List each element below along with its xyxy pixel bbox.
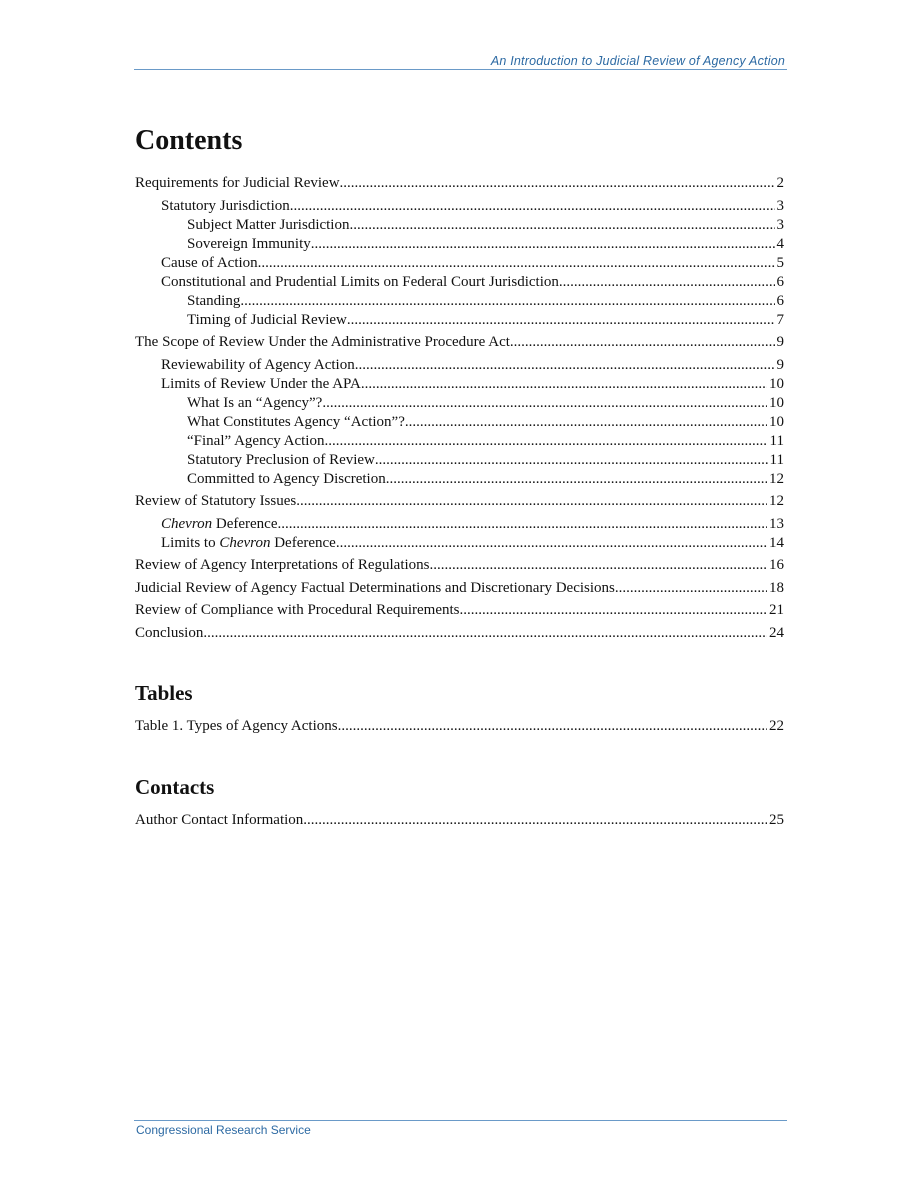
toc-entry-title: “Final” Agency Action [187,433,325,449]
toc-entry-title-rest: Deference [212,516,278,532]
toc-entry-title: Limits of Review Under the APA [161,376,361,392]
toc-entry-requirements[interactable] [135,174,784,193]
leader-dots [322,394,767,413]
toc-entry-title-rest: Deference [270,535,336,551]
toc-entry-standing[interactable] [135,292,784,311]
leader-dots [240,292,774,311]
leader-dots [386,470,767,489]
toc-entry-page: 12 [769,471,784,487]
toc-entry-factual-determinations[interactable] [135,579,784,598]
leader-dots [559,273,775,292]
toc-entry-page: 10 [769,395,784,411]
toc-entry-title [161,515,277,534]
toc-entry-table-1[interactable] [135,717,784,736]
toc-entry-title: Reviewability of Agency Action [161,357,355,373]
toc-entry-cause-of-action[interactable] [135,254,784,273]
toc-entry-page: 13 [769,516,784,532]
leader-dots [430,556,767,575]
toc-entry-page: 22 [769,718,784,734]
toc-entry-page: 11 [769,433,784,449]
toc-entry-limits-to-chevron[interactable] [135,534,784,553]
toc-entry-page: 9 [776,334,784,350]
toc-entry-final-agency-action[interactable] [135,432,784,451]
toc-entry-page: 6 [776,293,784,309]
toc-entry-title: Review of Statutory Issues [135,493,297,509]
toc-entry-page: 11 [769,452,784,468]
toc-entry-statutory-jurisdiction[interactable] [135,197,784,216]
toc-entry-title: Constitutional and Prudential Limits on Federal Court Jurisdiction [161,274,559,290]
toc-entry-procedural-requirements[interactable] [135,601,784,620]
toc-entry-title: Requirements for Judicial Review [135,175,340,191]
header-rule [134,69,787,70]
toc-entry-page: 24 [769,625,784,641]
footer-rule [134,1120,787,1121]
toc-entry-page: 21 [769,602,784,618]
toc-entry-what-is-agency[interactable] [135,394,784,413]
toc-entry-page: 4 [776,236,784,252]
toc-entry-title: Review of Compliance with Procedural Requirements [135,602,460,618]
leader-dots [324,432,767,451]
toc-entry-page: 7 [776,312,784,328]
toc-entry-title: Judicial Review of Agency Factual Determinations and Discretionary Decisions [135,580,615,596]
toc-entry-title: Statutory Jurisdiction [161,198,290,214]
toc-entry-page: 25 [769,812,784,828]
leader-dots [405,413,767,432]
toc-entry-title: Review of Agency Interpretations of Regulations [135,557,430,573]
toc-entry-subject-matter-jurisdiction[interactable] [135,216,784,235]
leader-dots [510,333,775,352]
toc-entry-page: 14 [769,535,784,551]
toc-entry-statutory-issues[interactable] [135,492,784,511]
leader-dots [258,254,775,273]
toc-entry-page: 5 [776,255,784,271]
toc-entry-page: 9 [776,357,784,373]
leader-dots [615,579,767,598]
toc-entry-page: 6 [776,274,784,290]
toc-entry-title: Subject Matter Jurisdiction [187,217,350,233]
toc-entry-regulations[interactable] [135,556,784,575]
leader-dots [303,811,767,830]
leader-dots [290,197,775,216]
toc-entry-statutory-preclusion[interactable] [135,451,784,470]
toc-entry-committed-discretion[interactable] [135,470,784,489]
leader-dots [296,492,767,511]
toc-entry-page: 16 [769,557,784,573]
toc-entry-page: 2 [776,175,784,191]
case-name: Chevron [161,516,213,532]
toc-entry-title: Timing of Judicial Review [187,312,347,328]
toc-entry-title: Sovereign Immunity [187,236,311,252]
contacts-heading: Contacts [135,775,215,799]
toc-entry-page: 18 [769,580,784,596]
leader-dots [311,235,775,254]
toc-entry-agency-action[interactable] [135,413,784,432]
toc-entry-title: Author Contact Information [135,812,304,828]
toc-entry-page: 12 [769,493,784,509]
toc-entry-author-contact[interactable] [135,811,784,830]
leader-dots [375,451,768,470]
case-name: Chevron [219,535,271,551]
leader-dots [340,174,775,193]
toc-entry-limits-of-review[interactable] [135,375,784,394]
toc-entry-constitutional-limits[interactable] [135,273,784,292]
toc-entry-title: The Scope of Review Under the Administrative Procedure Act [135,334,510,350]
leader-dots [361,375,767,394]
leader-dots [338,717,767,736]
toc-entry-title: What Is an “Agency”? [187,395,323,411]
leader-dots [203,624,767,643]
toc-entry-title: Committed to Agency Discretion [187,471,386,487]
toc-entry-title: Table 1. Types of Agency Actions [135,718,338,734]
toc-entry-timing[interactable] [135,311,784,330]
toc-entry-page: 3 [776,198,784,214]
toc-entry-conclusion[interactable] [135,624,784,643]
leader-dots [460,601,768,620]
toc-entry-page: 10 [769,376,784,392]
toc-entry-scope-of-review[interactable] [135,333,784,352]
leader-dots [355,356,775,375]
toc-entry-title [161,534,336,553]
footer-organization: Congressional Research Service [136,1123,311,1137]
toc-entry-reviewability[interactable] [135,356,784,375]
toc-entry-chevron-deference[interactable] [135,515,784,534]
toc-entry-title-pre: Limits to [161,535,220,551]
running-header: An Introduction to Judicial Review of Agency Action [490,54,785,68]
toc-entry-page: 10 [769,414,784,430]
leader-dots [336,534,767,553]
toc-entry-title: Standing [187,293,241,309]
tables-heading: Tables [135,681,193,705]
toc-entry-sovereign-immunity[interactable] [135,235,784,254]
leader-dots [277,515,767,534]
contents-heading: Contents [135,125,243,156]
toc-entry-page: 3 [776,217,784,233]
leader-dots [347,311,775,330]
leader-dots [349,216,774,235]
toc-entry-title: What Constitutes Agency “Action”? [187,414,405,430]
toc-entry-title: Conclusion [135,625,204,641]
toc-entry-title: Statutory Preclusion of Review [187,452,375,468]
toc-entry-title: Cause of Action [161,255,258,271]
